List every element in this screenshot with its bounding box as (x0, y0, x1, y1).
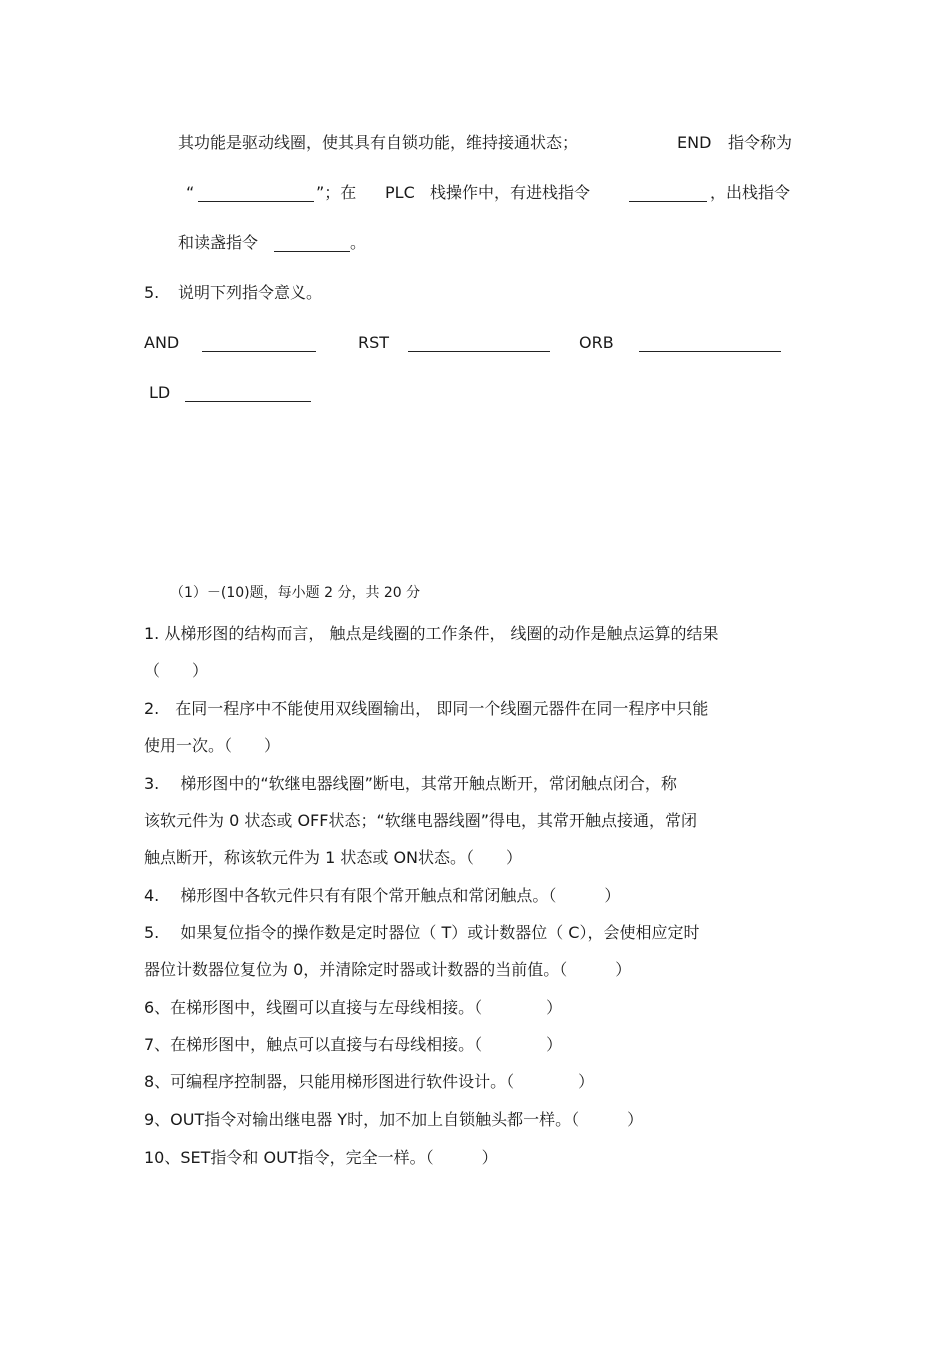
instr-rst-label: RST (358, 333, 390, 352)
judge-q4: 4. 梯形图中各软元件只有有限个常开触点和常闭触点。（ ） (144, 886, 621, 905)
sec4-stack-text: 栈操作中，有进栈指令 (430, 183, 591, 202)
instr-rst-blank (408, 351, 550, 352)
sec4-end-keyword: END (677, 133, 712, 152)
instr-ld-label: LD (149, 383, 171, 402)
judge-q8: 8、可编程序控制器，只能用梯形图进行软件设计。（ ） (144, 1072, 595, 1091)
judge-q9: 9、OUT指令对输出继电器 Y时，加不加上自锁触头都一样。（ ） (144, 1110, 644, 1129)
sec4-plc: PLC (385, 183, 415, 202)
judgement-header: （1）－(10)题，每小题 2 分，共 20 分 (170, 585, 421, 601)
judge-q3-line2: 该软元件为 0 状态或 OFF状态；“软继电器线圈”得电，其常开触点接通，常闭 (144, 811, 698, 830)
instr-orb-label: ORB (579, 333, 614, 352)
judge-q10: 10、SET指令和 OUT指令，完全一样。（ ） (144, 1148, 498, 1167)
instr-ld-blank (185, 401, 311, 402)
judge-q5-line2: 器位计数器位复位为 0，并清除定时器或计数器的当前值。（ ） (144, 960, 632, 979)
judge-q1-line1: 1. 从梯形图的结构而言， 触点是线圈的工作条件， 线圈的动作是触点运算的结果 (144, 624, 719, 643)
q5-number: 5. (144, 283, 160, 302)
judge-q3-line1: 3. 梯形图中的“软继电器线圈”断电，其常开触点断开，常闭触点闭合，称 (144, 774, 677, 793)
sec4-close-quote: ”；在 (316, 183, 357, 202)
instr-and-blank (202, 351, 316, 352)
judge-q7: 7、在梯形图中，触点可以直接与右母线相接。（ ） (144, 1035, 563, 1054)
judge-q2-line1: 2. 在同一程序中不能使用双线圈输出， 即同一个线圈元器件在同一程序中只能 (144, 699, 709, 718)
push-instruction-blank (629, 201, 707, 202)
judge-q6: 6、在梯形图中，线圈可以直接与左母线相接。（ ） (144, 998, 563, 1017)
sec4-line1-tail: 指令称为 (728, 133, 793, 152)
judge-q1-line2: （ ） (144, 661, 209, 680)
q5-text: 说明下列指令意义。 (178, 283, 323, 302)
judge-q2-line2: 使用一次。（ ） (144, 736, 281, 755)
sec4-open-quote: “ (186, 183, 195, 202)
judge-q5-line1: 5. 如果复位指令的操作数是定时器位（ T）或计数器位（ C），会使相应定时 (144, 923, 700, 942)
sec4-pop-text: ，出栈指令 (710, 183, 791, 202)
sec4-line1-text: 其功能是驱动线圈，使其具有自锁功能，维持接通状态； (178, 133, 579, 152)
end-name-blank (198, 201, 314, 202)
instr-and-label: AND (144, 333, 180, 352)
instr-orb-blank (639, 351, 781, 352)
read-instruction-blank (274, 251, 350, 252)
judge-q3-line3: 触点断开，称该软元件为 1 状态或 ON状态。（ ） (144, 848, 523, 867)
sec4-period: 。 (350, 233, 367, 252)
sec4-read-text: 和读盏指令 (178, 233, 259, 252)
